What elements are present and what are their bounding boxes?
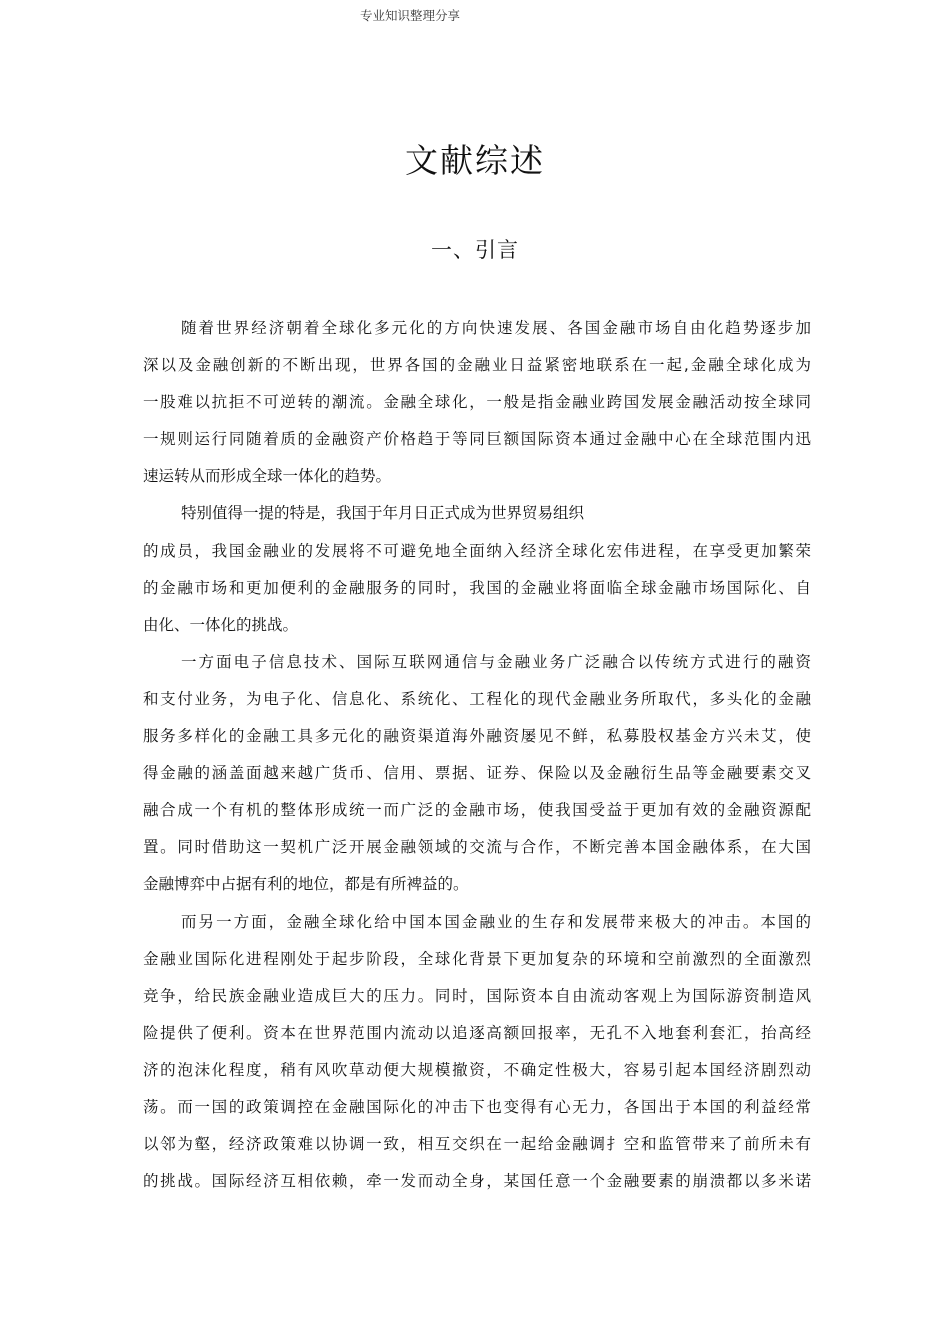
text-line: 一股难以抗拒不可逆转的潮流。金融全球化，一般是指金融业跨国发展金融活动按全球同 xyxy=(143,393,811,412)
text-line: 竞争，给民族金融业造成巨大的压力。同时，国际资本自由流动客观上为国际游资制造风 xyxy=(143,986,811,1005)
paragraph xyxy=(143,904,811,1201)
text-line: 深以及金融创新的不断出现，世界各国的金融业日益紧密地联系在一起,金融全球化成为 xyxy=(143,356,811,375)
text-line: 险提供了便利。资本在世界范围内流动以追逐高额回报率，无孔不入地套利套汇，抬高经 xyxy=(143,1023,811,1042)
body-text xyxy=(143,310,811,1200)
text-line: 服务多样化的金融工具多元化的融资渠道海外融资屡见不鲜，私募股权基金方兴未艾，使 xyxy=(143,727,811,746)
header-note: 专业知识整理分享 xyxy=(360,8,461,23)
text-line: 随着世界经济朝着全球化多元化的方向快速发展、各国金融市场自由化趋势逐步加 xyxy=(181,319,811,337)
page-title: 文献综述 xyxy=(405,141,545,180)
paragraph xyxy=(143,310,811,495)
text-line: 一方面电子信息技术、国际互联网通信与金融业务广泛融合以传统方式进行的融资 xyxy=(181,652,811,671)
text-line: 由化、一体化的挑战。 xyxy=(143,615,299,634)
text-line: 的挑战。国际经济互相依赖，牵一发而动全身，某国任意一个金融要素的崩溃都以多米诺 xyxy=(143,1172,811,1191)
section-heading: 一、引言 xyxy=(431,238,519,262)
text-line: 济的泡沫化程度，稍有风吹草动便大规模撤资，不确定性极大，容易引起本国经济剧烈动 xyxy=(143,1060,811,1079)
text-line: 以邻为壑，经济政策难以协调一致，相互交织在一起给金融调扌空和监管带来了前所未有 xyxy=(143,1135,811,1154)
text-line: 的金融市场和更加便利的金融服务的同时，我国的金融业将面临全球金融市场国际化、自 xyxy=(143,578,811,597)
text-line: 置。同时借助这一契机广泛开展金融领域的交流与合作，不断完善本国金融体系，在大国 xyxy=(143,838,811,857)
text-line: 特别值得一提的特是，我国于年月日正式成为世界贸易组织 xyxy=(181,504,585,523)
text-line: 金融博弈中占据有利的地位，都是有所裨益的。 xyxy=(143,875,469,894)
paragraph xyxy=(143,495,811,643)
text-line: 得金融的涵盖面越来越广货币、信用、票据、证券、保险以及金融衍生品等金融要素交叉 xyxy=(143,764,811,783)
text-line: 和支付业务，为电子化、信息化、系统化、工程化的现代金融业务所取代，多头化的金融 xyxy=(143,689,811,708)
text-line: 的成员，我国金融业的发展将不可避免地全面纳入经济全球化宏伟进程，在享受更加繁荣 xyxy=(143,541,811,560)
text-line: 金融业国际化进程刚处于起步阶段，全球化背景下更加复杂的环境和空前激烈的全面激烈 xyxy=(143,949,811,968)
text-line: 一规则运行同随着质的金融资产价格趋于等同巨额国际资本通过金融中心在全球范围内迅 xyxy=(143,430,811,449)
text-line: 而另一方面，金融全球化给中国本国金融业的生存和发展带来极大的冲击。本国的 xyxy=(181,912,811,931)
text-line: 融合成一个有机的整体形成统一而广泛的金融市场，使我国受益于更加有效的金融资源配 xyxy=(143,801,811,820)
paragraph xyxy=(143,644,811,904)
text-line: 速运转从而形成全球一体化的趋势。 xyxy=(143,467,392,486)
text-line: 荡。而一国的政策调控在金融国际化的冲击下也变得有心无力，各国出于本国的利益经常 xyxy=(143,1097,811,1116)
